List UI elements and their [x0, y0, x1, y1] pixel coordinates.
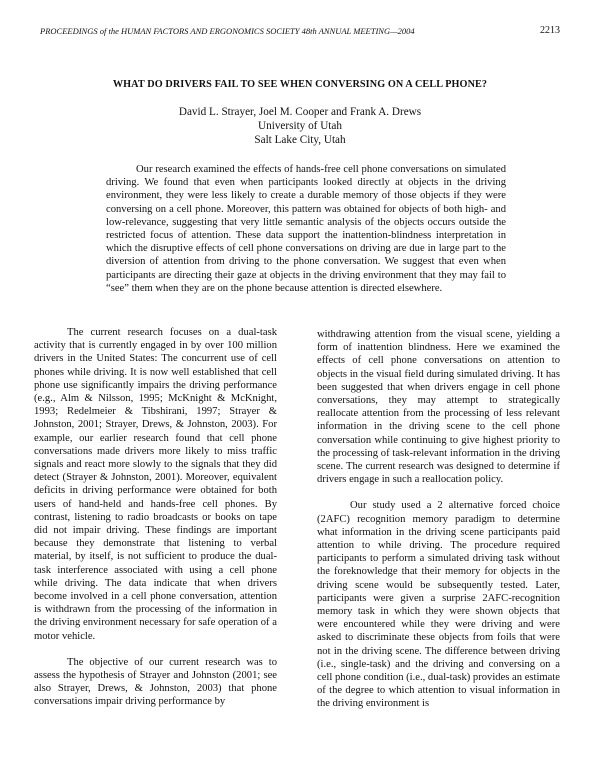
- author-block: [40, 105, 560, 147]
- body-column-left: [34, 326, 277, 709]
- location: Salt Lake City, Utah: [254, 134, 346, 146]
- paragraph: The current research focuses on a dual-task activity that is currently engaged in by over 100 million drivers in the United States: The concurrent use of cell phones while driving. It is now well established that cell phone use significantly impairs the driving performance (e.g., Alm & Nilsson, 1995; McKnight & McKnight, 1993; Redelmeier & Tibshirani, 1997; Strayer & Johnston, 2001; Strayer, Drews, & Johnston, 2003). For example, our earlier research found that cell phone conversations made drivers more likely to miss traffic signals and react more slowly to the signals that they did detect (Strayer & Johnston, 2001). Moreover, equivalent deficits in driving performance were obtained for both users of hand-held and hands-free cell phones. By contrast, listening to radio broadcasts or books on tape did not impair driving. These findings are important because they demonstrate that listening to verbal material, by itself, is not sufficient to produce the dual-task interference associated with using a cell phone while driving. The data indicate that when drivers become involved in a cell phone conversation, attention is withdrawn from the processing of the information in the driving environment necessary for safe operation of a motor vehicle.: [34, 327, 277, 642]
- abstract: Our research examined the effects of hands-free cell phone conversations on simulated driving. We found that even when participants looked directly at objects in the driving environment, they were less likely to create a durable memory of those objects if they were conversing on a cell phone. Moreover, this pattern was obtained for objects of both high- and low-relevance, suggesting that very little semantic analysis of the objects occurs outside the restricted focus of attention. These data support the inattention-blindness interpretation in which the disruptive effects of cell phone conversations on driving are due in large part to the diversion of attention from driving to the phone conversation. We suggest that even when participants are directing their gaze at objects in the driving environment that they may fail to “see” them when they are on the phone because attention is directed elsewhere.: [106, 164, 506, 294]
- journal-title: PROCEEDINGS of the HUMAN FACTORS AND ERGONOMICS SOCIETY 48th ANNUAL MEETING—2004: [40, 26, 415, 36]
- page-number: 2213: [540, 25, 560, 36]
- paragraph: The objective of our current research was to assess the hypothesis of Strayer and Johnston (2001; see also Strayer, Drews, & Johnston, 2003) that phone conversations impair driving performance by: [34, 656, 277, 708]
- paragraph: withdrawing attention from the visual scene, yielding a form of inattention blindness. Here we examined the effects of cell phone conversations on attention to objects in the visual field during simulated driving. It has been suggested that when drivers engage in cell phone conversations, they may attempt to strategically reallocate attention from the processing of less relevant information in the driving scene to the cell phone conversation while continuing to give highest priority to the processing of task-relevant information in the driving scene. The current research was designed to determine if drivers engage in such a reallocation policy.: [317, 329, 560, 486]
- paper-title: WHAT DO DRIVERS FAIL TO SEE WHEN CONVERSING ON A CELL PHONE?: [112, 79, 488, 90]
- body-column-right: [317, 328, 560, 711]
- affiliation: University of Utah: [258, 120, 342, 132]
- authors: David L. Strayer, Joel M. Cooper and Frank A. Drews: [178, 106, 422, 118]
- paragraph: Our study used a 2 alternative forced choice (2AFC) recognition memory paradigm to determine what information in the driving scene participants paid attention to while driving. The procedure required participants to perform a simulated driving task without the foreknowledge that their memory for objects in the driving scene would be subsequently tested. Later, participants were given a surprise 2AFC-recognition memory task in which they were shown objects that were encountered while they were driving and were asked to discriminate these objects from foils that were not in the driving scene. The difference between driving (i.e., single-task) and the driving and conversing on a cell phone condition (i.e., dual-task) provides an estimate of the degree to which attention to visual information in the driving environment is: [317, 500, 560, 710]
- running-head: [40, 25, 560, 37]
